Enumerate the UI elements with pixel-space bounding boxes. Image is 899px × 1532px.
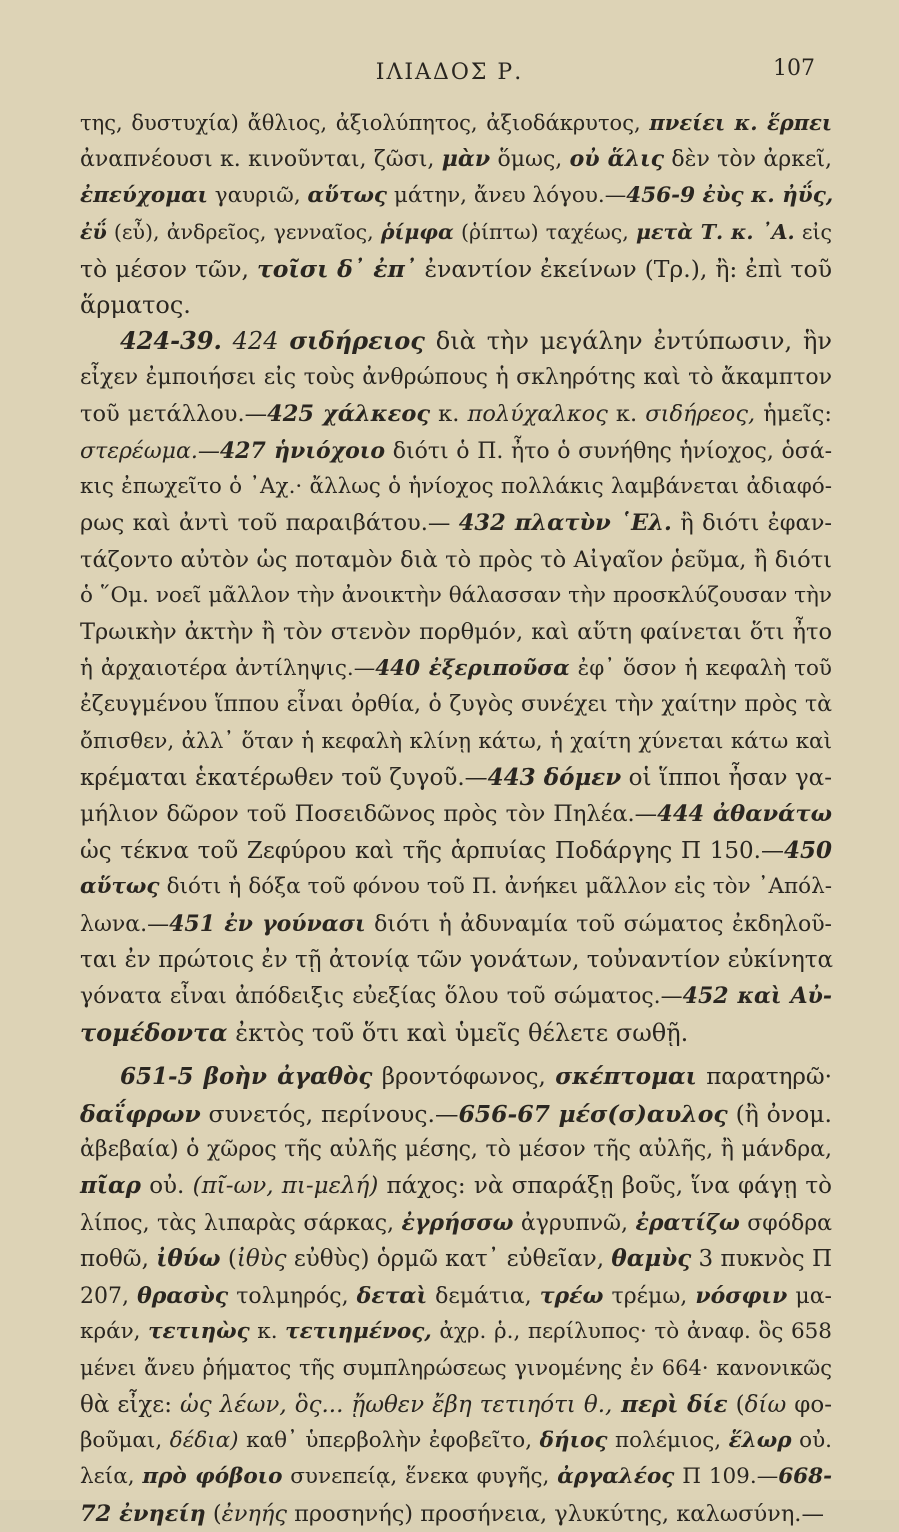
text-line: γόνατα εἶναι ἀπόδειξις εὐεξίας ὅλου τοῦ σώματος.—452 καὶ Αὐ-	[80, 983, 832, 1010]
text-line: δαΐφρων συνετός, περίνους.—656-67 μέσ(σ)αυλος (ἢ ὀνομ.	[80, 1099, 832, 1128]
text-line: 207, θρασὺς τολμηρός, δεταὶ δεμάτια, τρέω τρέμω, νόσφιν μα-	[80, 1282, 832, 1309]
text-line: τοῦ μετάλλου.—425 χάλκεος κ. πολύχαλκος κ. σιδήρεος, ἡμεῖς:	[80, 401, 832, 428]
text-line: πῖαρ οὐ. (πῖ-ων, πι-μελή) πάχος: νὰ σπαράξῃ βοῦς, ἵνα φάγῃ τὸ	[80, 1172, 833, 1200]
text-line: κράν, τετιηὼς κ. τετιημένος, ἀχρ. ῥ., περίλυπος· τὸ ἀναφ. ὃς 658	[80, 1318, 832, 1344]
text-line: ἡ ἀρχαιοτέρα ἀντίληψις.—440 ἐξεριποῦσα ἐφ᾿ ὅσον ἡ κεφαλὴ τοῦ	[80, 655, 833, 681]
text-line: 424-39. 424 σιδήρειος διὰ τὴν μεγάλην ἐντύπωσιν, ἣν	[120, 326, 832, 356]
text-line: 72 ἐνηείη (ἐνηής προσηνής) προσήνεια, γλυκύτης, καλωσύνη.—	[80, 1500, 824, 1527]
running-title: ΙΛΙΑΔΟΣ Ρ.	[375, 60, 524, 85]
text-line: τάζοντο αὐτὸν ὡς ποταμὸν διὰ τὸ πρὸς τὸ Αἰγαῖον ῥεῦμα, ἢ διότι	[80, 546, 832, 573]
text-line: ται ἐν πρώτοις ἐν τῇ ἀτονίᾳ τῶν γονάτων, τοὐναντίον εὐκίνητα	[80, 946, 833, 973]
text-line: ρως καὶ ἀντὶ τοῦ παραιβάτου.— 432 πλατὺν ῾Ελ. ἢ διότι ἐφαν-	[80, 510, 832, 537]
page-number: 107	[773, 56, 815, 81]
text-line: λίπος, τὰς λιπαρὰς σάρκας, ἐγρήσσω ἀγρυπνῶ, ἐρατίζω σφόδρα	[80, 1209, 832, 1236]
text-line: ὁ ῞Ομ. νοεῖ μᾶλλον τὴν ἀνοικτὴν θάλασσαν τὴν προσκλύζουσαν τὴν	[80, 583, 832, 609]
text-line: ποθῶ, ἰθύω (ἰθὺς εὐθὺς) ὁρμῶ κατ᾿ εὐθεῖαν, θαμὺς 3 πυκνὸς Π	[80, 1245, 833, 1273]
text-line: βοῦμαι, δέδια) καθ᾿ ὑπερβολὴν ἐφοβεῖτο, δήιος πολέμιος, ἕλωρ οὐ.	[80, 1428, 832, 1454]
text-line: κις ἐπωχεῖτο ὁ ᾿Αχ.· ἄλλως ὁ ἡνίοχος πολλάκις λαμβάνεται ἀδιαφό-	[80, 473, 832, 499]
text-line: Τρωικὴν ἀκτὴν ἢ τὸν στενὸν πορθμόν, καὶ αὕτη φαίνεται ὅτι ἦτο	[80, 619, 832, 646]
text-line: ἀβεβαία) ὁ χῶρος τῆς αὐλῆς μέσης, τὸ μέσον τῆς αὐλῆς, ἢ μάνδρα,	[80, 1136, 832, 1162]
text-line: ἐζευγμένου ἵππου εἶναι ὀρθία, ὁ ζυγὸς συνέχει τὴν χαίτην πρὸς τὰ	[80, 692, 832, 718]
commentary-text	[80, 105, 832, 1532]
text-line: εἶχεν ἐμποιήσει εἰς τοὺς ἀνθρώπους ἡ σκληρότης καὶ τὸ ἄκαμπτον	[80, 364, 832, 390]
text-line: ἅρματος.	[80, 290, 191, 319]
text-line: ἐΰ (εὖ), ἀνδρεῖος, γενναῖος, ῥίμφα (ῥίπτω) ταχέως, μετὰ Τ. κ. ᾿Α. εἰς	[80, 220, 833, 245]
text-line: της, δυστυχία) ἄθλιος, ἀξιολύπητος, ἀξιοδάκρυτος, πνείει κ. ἕρπει	[80, 110, 832, 135]
text-line: τὸ μέσον τῶν, τοῖσι δ᾿ ἐπ᾿ ἐναντίον ἐκείνων (Τρ.), ἢ: ἐπὶ τοῦ	[80, 254, 832, 283]
text-line: θὰ εἶχε: ὡς λέων, ὃς... ᾔωθεν ἔβη τετιηότι θ., περὶ δίε (δίω φο-	[80, 1390, 832, 1418]
text-line: αὕτως διότι ἡ δόξα τοῦ φόνου τοῦ Π. ἀνήκει μᾶλλον εἰς τὸν ᾿Απόλ-	[80, 874, 832, 900]
text-line: ἐπεύχομαι γαυριῶ, αὕτως μάτην, ἄνευ λόγου.—456-9 ἐὺς κ. ἠΰς,	[80, 182, 834, 208]
text-line: κρέμαται ἑκατέρωθεν τοῦ ζυγοῦ.—443 δόμεν οἱ ἵπποι ἦσαν γα-	[80, 764, 832, 792]
text-line: 651-5 βοὴν ἀγαθὸς βροντόφωνος, σκέπτομαι παρατηρῶ·	[120, 1063, 832, 1091]
paragraph-gap	[80, 1051, 832, 1059]
text-line: ὡς τέκνα τοῦ Ζεφύρου καὶ τῆς ἁρπυίας Ποδάργης Π 150.—450	[80, 836, 832, 864]
running-head	[0, 56, 899, 94]
text-line: λεία, πρὸ φόβοιο συνεπείᾳ, ἕνεκα φυγῆς, ἀργαλέος Π 109.—668-	[80, 1464, 832, 1490]
text-line: μήλιον δῶρον τοῦ Ποσειδῶνος πρὸς τὸν Πηλέα.—444 ἀθανάτω	[80, 801, 832, 828]
text-line: μένει ἄνευ ῥήματος τῆς συμπληρώσεως γινομένης ἐν 664· κανονικῶς	[80, 1356, 832, 1381]
text-line: ὄπισθεν, ἀλλ᾿ ὅταν ἡ κεφαλὴ κλίνῃ κάτω, ἡ χαίτη χύνεται κάτω καὶ	[80, 728, 832, 754]
text-line: στερέωμα.—427 ἡνιόχοιο διότι ὁ Π. ἦτο ὁ συνήθης ἡνίοχος, ὁσά-	[80, 437, 833, 464]
text-line: τομέδοντα ἐκτὸς τοῦ ὅτι καὶ ὑμεῖς θέλετε σωθῇ.	[80, 1017, 689, 1047]
text-line: ἀναπνέουσι κ. κινοῦνται, ζῶσι, μὰν ὅμως, οὐ ἅλις δὲν τὸν ἀρκεῖ,	[80, 146, 832, 173]
text-line: λωνα.—451 ἐν γούνασι διότι ἡ ἀδυναμία τοῦ σώματος ἐκδηλοῦ-	[80, 910, 832, 937]
